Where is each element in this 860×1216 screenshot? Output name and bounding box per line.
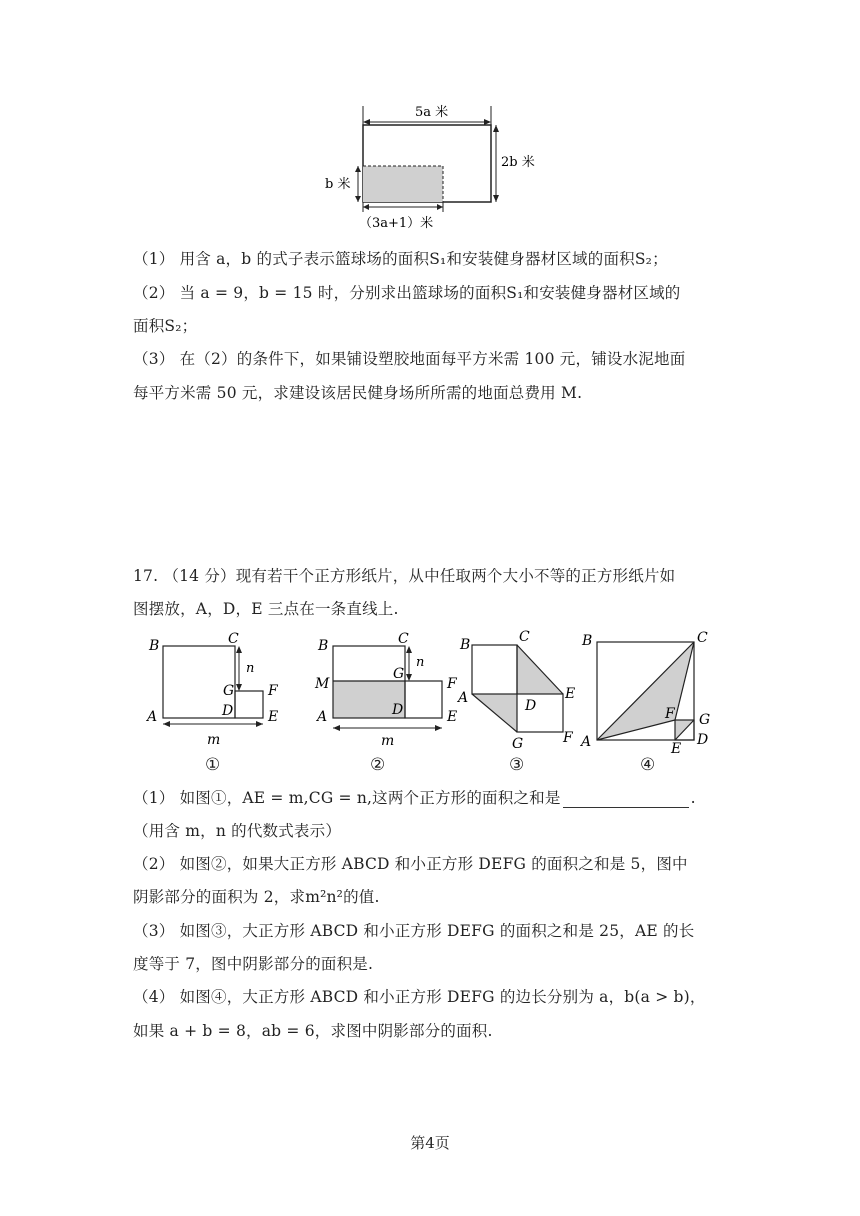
q17-part1b: （用含 m，n 的代数式表示） [133,822,342,840]
figure-2-label: ② [370,755,386,775]
figure-4 [575,626,720,754]
vertex-B: B [460,637,471,653]
label-2b: 2b 米 [501,155,535,170]
vertex-C: C [398,631,409,647]
q17-part4b: 如果 a + b = 8，ab = 6，求图中阴影部分的面积. [133,1022,493,1040]
vertex-D: D [222,703,234,719]
vertex-A: A [581,734,592,750]
page-number: 第4页 [410,1134,450,1152]
figure-4-label: ④ [640,755,656,775]
vertex-B: B [582,633,593,649]
figure-1-label: ① [205,755,221,775]
label-m: m [381,733,395,749]
vertex-F: F [268,683,278,699]
vertex-G: G [393,666,405,682]
q17-part1a-text: （1） 如图①，AE = m,CG = n,这两个正方形的面积之和是 [133,789,561,807]
figure-3 [455,626,585,754]
q17-intro-a: 17. （14 分）现有若干个正方形纸片，从中任取两个大小不等的正方形纸片如 [133,567,676,585]
q16-part3b: 每平方米需 50 元，求建设该居民健身场所所需的地面总费用 M. [133,384,583,402]
vertex-E: E [447,709,458,725]
vertex-F: F [447,676,457,692]
q17-intro-b: 图摆放，A，D，E 三点在一条直线上. [133,600,399,618]
label-5a: 5a 米 [415,105,449,120]
top-rectangle-figure [315,100,575,235]
vertex-G: G [512,736,524,752]
q17-part3a: （3） 如图③，大正方形 ABCD 和小正方形 DEFG 的面积之和是 25，AE 的长 [133,922,695,940]
vertex-E: E [268,709,279,725]
vertex-G: G [223,683,235,699]
vertex-C: C [519,629,530,645]
figure-3-label: ③ [509,755,525,775]
vertex-M: M [315,676,330,692]
vertex-C: C [228,631,239,647]
label-b: b 米 [325,177,351,192]
vertex-D: D [392,702,404,718]
label-n: n [416,655,425,670]
vertex-E: E [671,741,682,754]
vertex-A: A [147,709,158,725]
vertex-D: D [525,698,537,714]
q17-part1a-end: . [690,789,696,807]
q17-part2a: （2） 如图②，如果大正方形 ABCD 和小正方形 DEFG 的面积之和是 5，图中 [133,855,688,873]
answer-blank[interactable] [563,791,689,808]
vertex-C: C [697,630,708,646]
q16-part2b: 面积S₂； [133,317,198,335]
vertex-F: F [665,706,675,722]
vertex-B: B [149,638,160,654]
figure-1 [140,628,290,753]
q16-part3a: （3） 在（2）的条件下，如果铺设塑胶地面每平方米需 100 元，铺设水泥地面 [133,350,686,368]
vertex-E: E [565,686,576,702]
vertex-A: A [458,690,469,706]
vertex-B: B [318,638,329,654]
q17-part1a [133,786,696,808]
q17-part3b: 度等于 7，图中阴影部分的面积是. [133,955,374,973]
label-3a1: （3a+1）米 [359,216,434,231]
label-n: n [246,661,255,676]
label-m: m [207,732,221,748]
vertex-D: D [697,732,709,748]
q16-part2a: （2） 当 a = 9，b = 15 时，分别求出篮球场的面积S₁和安装健身器材区域的 [133,284,681,302]
figure-2 [310,628,470,753]
q16-part1: （1） 用含 a，b 的式子表示篮球场的面积S₁和安装健身器材区域的面积S₂； [133,250,668,268]
shaded-region [363,166,443,202]
vertex-G: G [699,712,711,728]
q17-part2b: 阴影部分的面积为 2，求m²n²的值. [133,888,380,906]
vertex-A: A [317,709,328,725]
vertex-F: F [563,730,573,746]
q17-part4a: （4） 如图④，大正方形 ABCD 和小正方形 DEFG 的边长分别为 a，b(a > b)， [133,988,706,1006]
